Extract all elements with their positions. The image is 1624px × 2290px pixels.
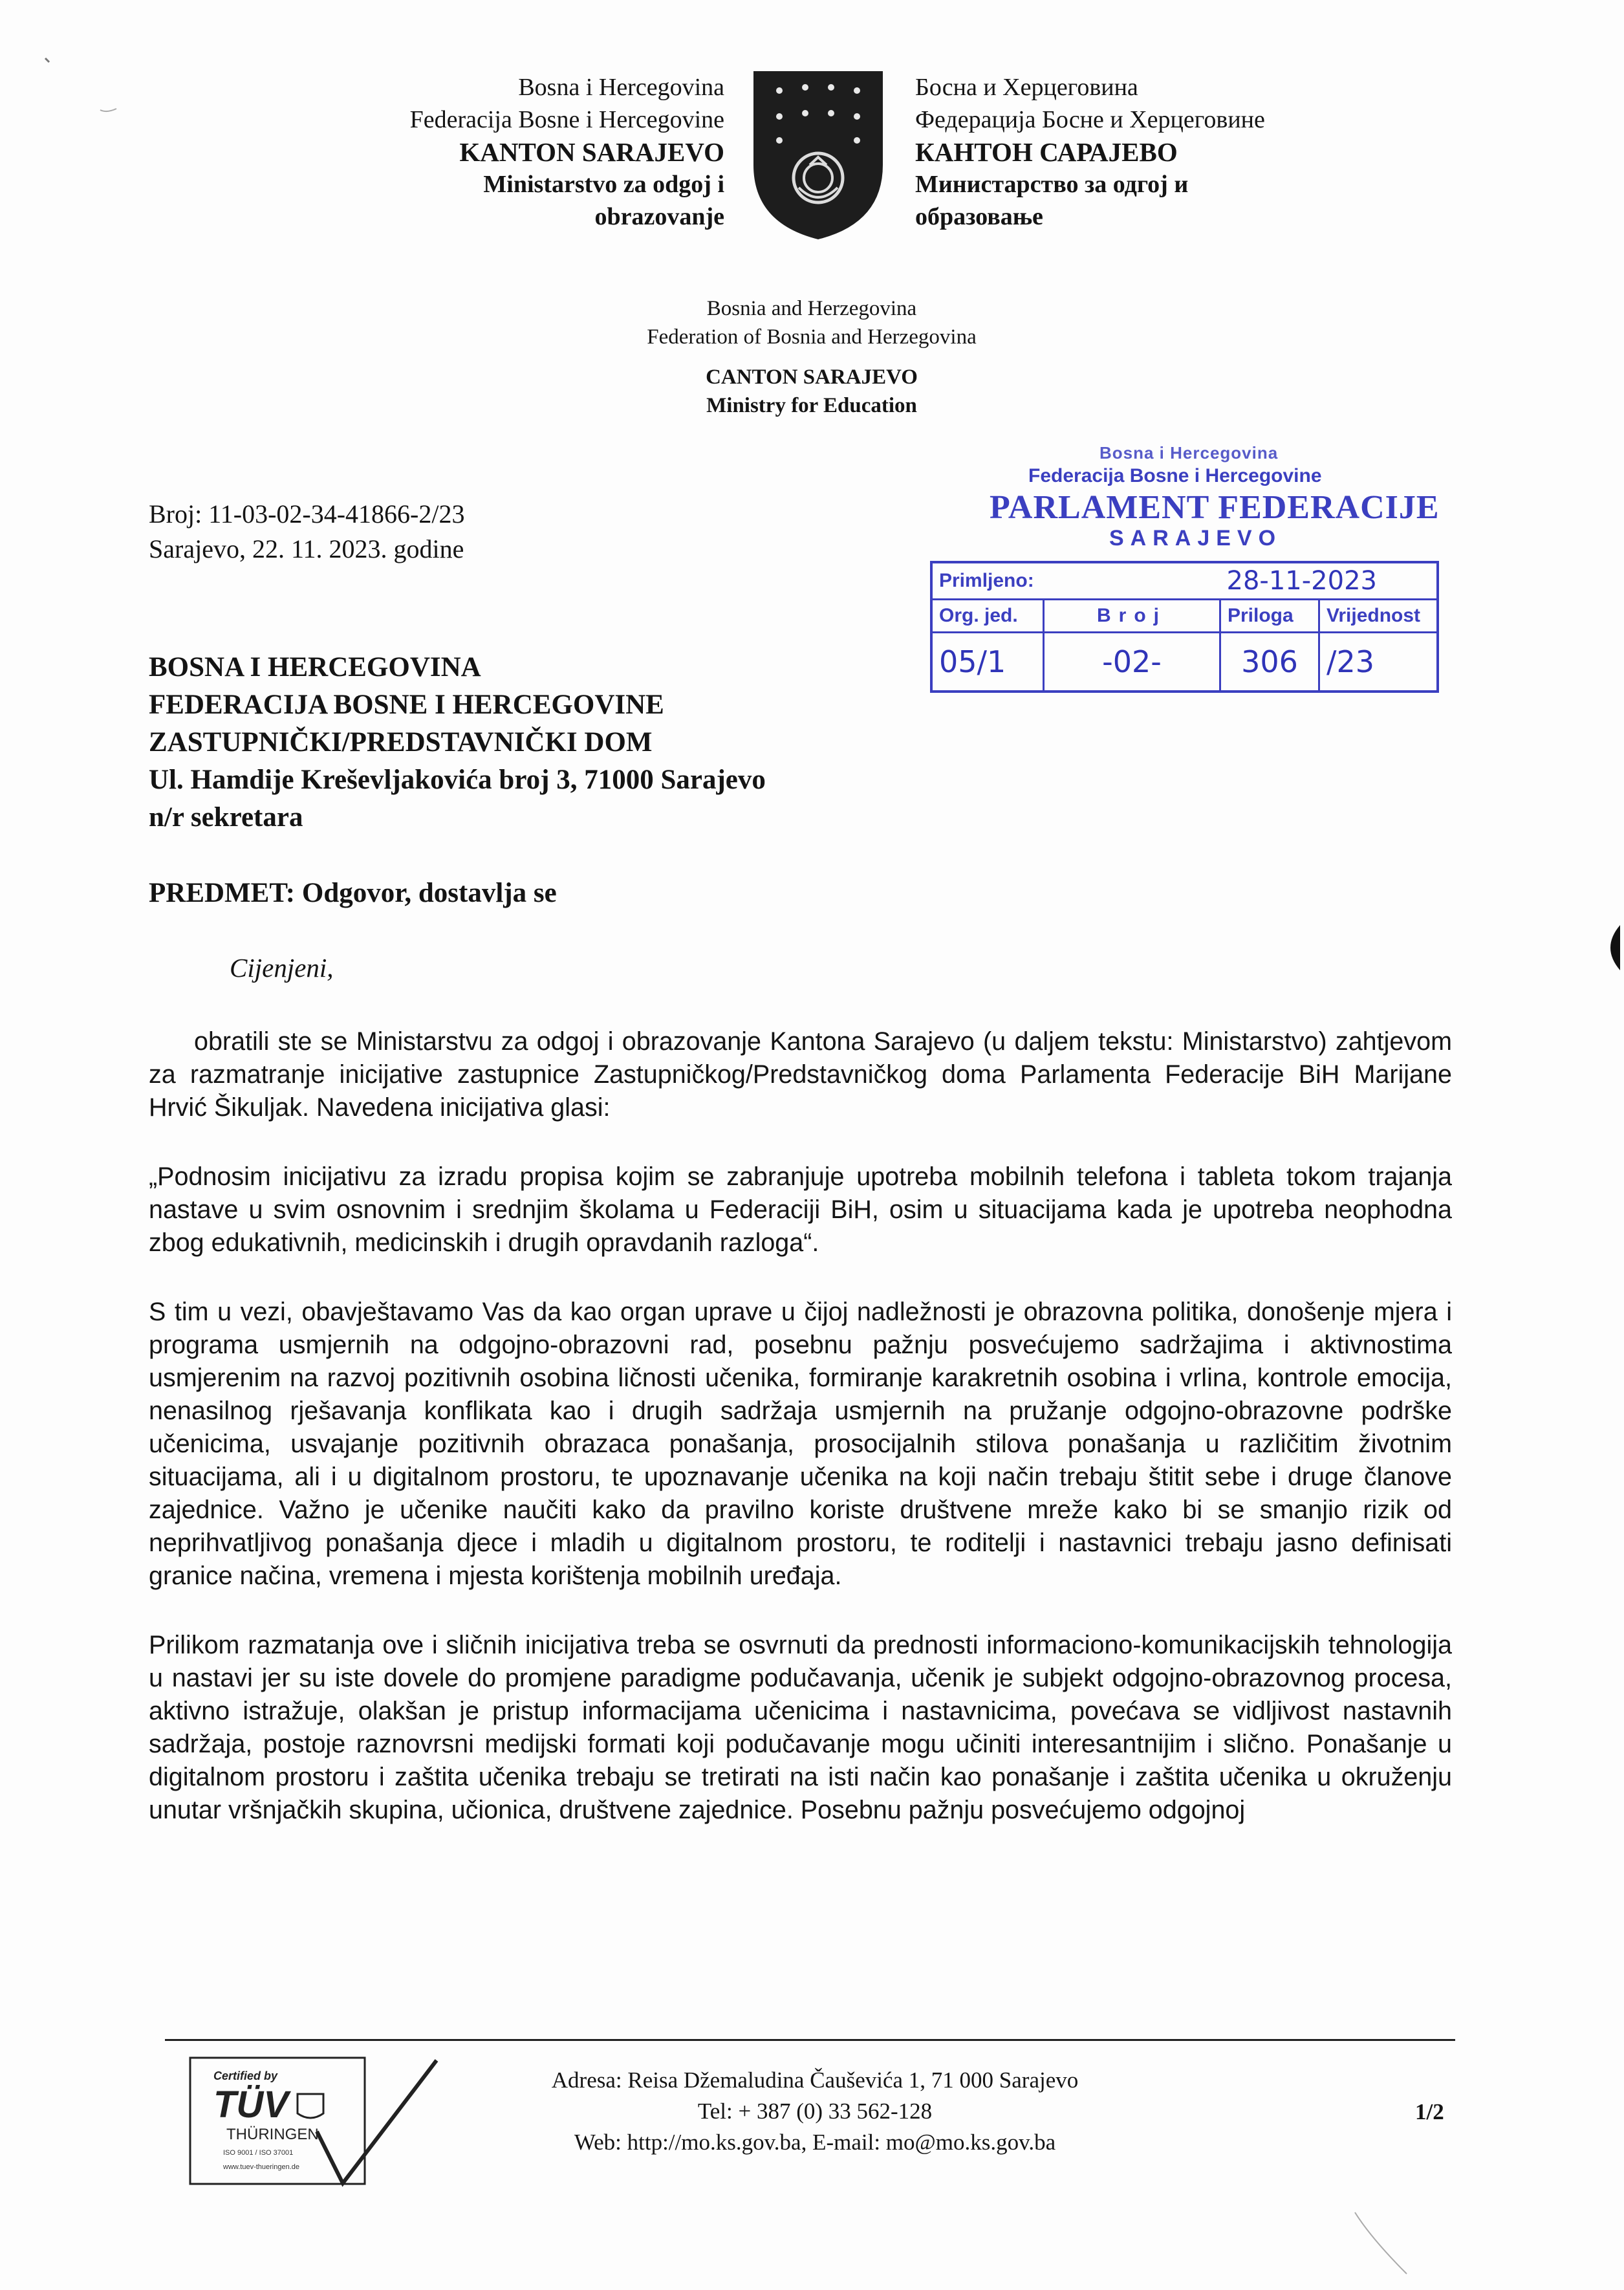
header-cyrillic-ministry-2: образовање bbox=[915, 203, 1043, 230]
header-latin-ministry-2: obrazovanje bbox=[594, 203, 724, 230]
header-cyrillic-canton: КАНТОН САРАЈЕВО bbox=[915, 137, 1178, 167]
place-date: Sarajevo, 22. 11. 2023. godine bbox=[149, 534, 464, 563]
header-cyrillic bbox=[915, 71, 1433, 233]
stamp-federation: Federacija Bosne i Hercegovine bbox=[1028, 465, 1322, 486]
footer-web-email: Web: http://mo.ks.gov.ba, E-mail: mo@mo.ks.gov.ba bbox=[574, 2130, 1056, 2155]
reference-number: Broj: 11-03-02-34-41866-2/23 bbox=[149, 499, 465, 529]
header-latin-line2: Federacija Bosne i Hercegovine bbox=[409, 106, 724, 133]
body-paragraph-4: Prilikom razmatanja ove i sličnih inicijativa treba se osvrnuti da prednosti informaciono-komunikacijskih tehnologija u nastavi jer su iste dovele do promjene paradigme podučavanja, učenik je subjekt odgojno-obrazovnog procesa, aktivno istražuje, olakšan je pristup informacijama učenicima i nastavnicima, povećava se vidljivost nastavnih sadržaja, postoje raznovrsni medijski formati koji podučavanje mogu učiniti interesantnijim i slično. Ponašanje u digitalnom prostoru i zaštita učenika trebaju se tretirati na isti način kao ponašanje i zaštita učenika u okruženju unutar vršnjačkih skupina, učionica, društvene zajednice. Posebnu pažnju posvećujemo odgojnoj bbox=[149, 1631, 1452, 1824]
header-latin bbox=[272, 71, 724, 233]
stamp-val-priloga: 306 bbox=[1220, 633, 1319, 692]
header-english-ministry: Ministry for Education bbox=[706, 394, 917, 417]
header-cyrillic-line2: Федерација Босне и Херцеговине bbox=[915, 106, 1265, 133]
header-english bbox=[553, 294, 1070, 420]
addressee-street: Ul. Hamdije Kreševljakovića broj 3, 71000 Sarajevo bbox=[149, 765, 766, 795]
header-english-canton: CANTON SARAJEVO bbox=[706, 365, 918, 389]
tuv-standards: ISO 9001 / ISO 37001 bbox=[223, 2149, 294, 2157]
coat-of-arms-icon bbox=[750, 68, 886, 243]
addressee-line1: BOSNA I HERCEGOVINA bbox=[149, 652, 481, 682]
header-cyrillic-line1: Босна и Херцеговина bbox=[915, 74, 1138, 101]
tuv-site: www.tuev-thueringen.de bbox=[223, 2163, 300, 2171]
footer-divider bbox=[165, 2039, 1455, 2041]
stamp-val-broj: -02- bbox=[1044, 633, 1220, 692]
tuv-certification-logo-icon bbox=[188, 2054, 440, 2190]
stamp-col-org: Org. jed. bbox=[931, 600, 1044, 633]
footer-address: Adresa: Reisa Džemaludina Čauševića 1, 71 000 Sarajevo bbox=[551, 2067, 1079, 2093]
header-latin-canton: KANTON SARAJEVO bbox=[459, 137, 724, 167]
footer-phone: Tel: + 387 (0) 33 562-128 bbox=[697, 2099, 933, 2124]
stamp-col-vrijednost: Vrijednost bbox=[1319, 600, 1438, 633]
header-cyrillic-ministry: Министарство за одгој и bbox=[915, 171, 1189, 198]
stamp-table bbox=[930, 561, 1439, 693]
tuv-region: THÜRINGEN bbox=[226, 2126, 319, 2143]
greeting: Cijenjeni, bbox=[230, 953, 334, 983]
stamp-city: SARAJEVO bbox=[1109, 526, 1283, 551]
stamp-country: Bosna i Hercegovina bbox=[1099, 443, 1279, 463]
addressee-line2: FEDERACIJA BOSNE I HERCEGOVINE bbox=[149, 690, 664, 720]
header-english-line2: Federation of Bosnia and Herzegovina bbox=[647, 325, 977, 349]
addressee bbox=[149, 649, 766, 836]
reception-stamp bbox=[918, 443, 1475, 721]
stamp-received-date: 28-11-2023 bbox=[1220, 562, 1438, 600]
stamp-parliament: PARLAMENT FEDERACIJE bbox=[990, 489, 1440, 526]
footer-contact bbox=[453, 2065, 1177, 2158]
header-english-line1: Bosnia and Herzegovina bbox=[706, 297, 917, 320]
stamp-received-label: Primljeno: bbox=[931, 562, 1220, 600]
body-paragraph-1: obratili ste se Ministarstvu za odgoj i obrazovanje Kantona Sarajevo (u daljem tekstu: Ministarstvo) zahtjevom za razmatranje inicijative zastupnice Zastupničkog/Predstavničkog doma Parlamenta Federacije BiH Marijane Hrvić Šikuljak. Navedena inicijativa glasi: bbox=[149, 1027, 1452, 1122]
addressee-line3: ZASTUPNIČKI/PREDSTAVNIČKI DOM bbox=[149, 727, 653, 758]
stamp-val-vrijednost: /23 bbox=[1319, 633, 1438, 692]
tuv-certified-by: Certified by bbox=[213, 2069, 278, 2082]
stamp-col-priloga: Priloga bbox=[1220, 600, 1319, 633]
body-paragraph-3: S tim u vezi, obavještavamo Vas da kao organ uprave u čijoj nadležnosti je obrazovna politika, donošenje mjera i programa usmjernih na odgojno-obrazovni rad, posebnu pažnju posvećujemo sadržajima i aktivnostima usmjerenim na razvoj pozitivnih osobina ličnosti učenika, formiranje karakretnih osobina i vrlina, kontrole emocija, nenasilnog rješavanja konflikata kao i drugih sadržaja usmjernih na pružanje odgojno-obrazovne podrške učenicima, usvajanje pozitivnih obrazaca ponašanja, prosocijalnih stilova ponašanja u različitim životnim situacijama, ali i u digitalnom prostoru, te upoznavanje učenika na koji način trebaju štitit sebe i druge članove zajednice. Važno je učenike naučiti kako da pravilno koriste društvene mreže kako bi se smanjio rizik od neprihvatljivog ponašanja djece i mladih u digitalnom prostoru, te roditelji i nastavnici trebaju jasno definisati granice načina, vremena i mjesta korištenja mobilnih uređaja. bbox=[149, 1298, 1452, 1590]
page-number: 1/2 bbox=[1415, 2099, 1444, 2124]
letter-body bbox=[149, 1025, 1452, 1863]
tuv-brand: TÜV bbox=[213, 2084, 288, 2126]
body-paragraph-2-quote: „Podnosim inicijativu za izradu propisa kojim se zabranjuje upotreba mobilnih telefona i tableta tokom trajanja nastave u svim osnovnim i srednjim školama u Federaciji BiH, osim u situacijama kada je upotreba neophodna zbog edukativnih, medicinskih i drugih opravdanih razloga“. bbox=[149, 1162, 1452, 1257]
header-latin-line1: Bosna i Hercegovina bbox=[518, 74, 724, 101]
header-latin-ministry: Ministarstvo za odgoj i bbox=[483, 171, 724, 198]
document-meta bbox=[149, 497, 464, 567]
stamp-col-broj: Broj bbox=[1044, 600, 1220, 633]
addressee-attention: n/r sekretara bbox=[149, 802, 303, 833]
stamp-val-org: 05/1 bbox=[931, 633, 1044, 692]
subject-line: PREDMET: Odgovor, dostavlja se bbox=[149, 878, 557, 908]
